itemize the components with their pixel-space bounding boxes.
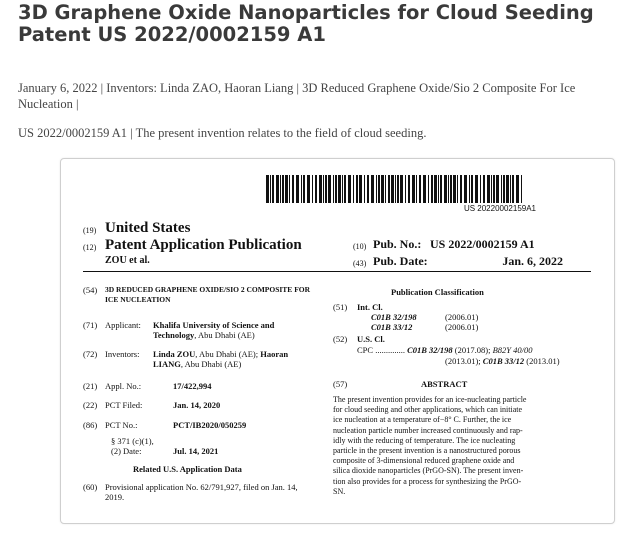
barcode-bar [480,175,481,203]
pub-date: Jan. 6, 2022 [502,254,563,268]
barcode-bar [353,175,354,203]
pct-filed-code: (22) [83,400,98,410]
applicant-code: (71) [83,320,98,330]
barcode-bar [301,175,302,203]
barcode-bar [289,175,290,203]
barcode [266,175,524,203]
barcode-bar [483,175,485,203]
barcode-bar [391,175,394,203]
barcode-bar [325,175,327,203]
barcode-bar [285,175,288,203]
barcode-bar [388,175,390,203]
barcode-bar [397,175,399,203]
barcode-bar [496,175,499,203]
applicant-name: Khalifa University of Science and Technology [153,320,275,340]
abstract-code: (57) [333,379,348,389]
barcode-bar [450,175,452,203]
barcode-bar [378,175,380,203]
barcode-bar [367,175,369,203]
us-cl-label: U.S. Cl. [357,334,385,344]
inventor-1-location: , Abu Dhabi (AE); [195,349,259,359]
barcode-bar [412,175,415,203]
barcode-bar [512,175,514,203]
applicant-label: Applicant: [105,320,141,330]
appl-label: Appl. No.: [105,381,142,391]
inventor-2-given: Haoran [260,349,289,359]
pub-date-code: (43) [353,259,367,268]
abstract-line: nucleation particle number increased continuously and rap- [333,425,523,435]
abstract-line: for cloud seeding and other applications, which can initiate [333,405,523,415]
int-cl-1-date: (2006.01) [445,312,479,322]
abstract-heading: ABSTRACT [421,379,468,389]
barcode-bar [292,175,294,203]
barcode-bar [333,175,334,203]
inventors-code: (72) [83,349,98,359]
barcode-bar [460,175,462,203]
inventors-line2 [153,359,241,369]
inventors-label: Inventors: [105,349,140,359]
int-cl-1: C01B 32/198 [371,312,417,322]
s371-label: § 371 (c)(1), [111,436,154,446]
barcode-bar [471,175,473,203]
barcode-bar [457,175,458,203]
barcode-bar [510,175,511,203]
pub-type: Patent Application Publication [105,237,302,253]
applicant-location: , Abu Dhabi (AE) [194,330,255,340]
barcode-bar [487,175,490,203]
barcode-bar [266,175,269,203]
provisional-application: Provisional application No. 62/791,927, filed on Jan. 14, 2019. [105,482,298,502]
barcode-bar [303,175,305,203]
barcode-bar [348,175,351,203]
related-heading: Related U.S. Application Data [133,464,242,474]
barcode-bar [395,175,396,203]
barcode-bar [521,175,522,203]
barcode-bar [338,175,341,203]
barcode-bar [272,175,274,203]
barcode-bar [312,175,313,203]
barcode-bar [419,175,421,203]
cpc-code-1: C01B 32/198 [407,345,453,355]
barcode-bar [385,175,386,203]
barcode-bar [342,175,343,203]
abstract-line: SN. [333,486,346,496]
abstract-line: composite of 3-dimensional reduced graphene oxide and [333,456,515,466]
barcode-bar [440,175,442,203]
barcode-bar [359,175,362,203]
s371-date-label: (2) Date: [111,446,142,456]
pub-date-label: Pub. Date: [373,254,428,268]
article-title: 3D Graphene Oxide Nanoparticles for Cloud Seeding Patent US 2022/0002159 A1 [18,1,594,46]
us-cl-code: (52) [333,334,348,344]
barcode-bar [381,175,384,203]
article-summary: US 2022/0002159 A1 | The present invention relates to the field of cloud seeding. [18,126,427,140]
barcode-bar [503,175,505,203]
invention-title: 3D REDUCED GRAPHENE OXIDE/SIO 2 COMPOSITE FOR ICE NUCLEATION [105,285,311,304]
int-cl-2-date: (2006.01) [445,322,479,332]
patent-document-image [60,158,615,524]
barcode-bar [405,175,406,203]
pct-no-label: PCT No.: [105,420,138,430]
barcode-bar [453,175,456,203]
barcode-bar [328,175,331,203]
pub-no: US 2022/0002159 A1 [430,237,535,251]
barcode-bar [307,175,310,203]
barcode-bar [276,175,279,203]
authors: ZOU et al. [105,255,150,266]
barcode-bar [444,175,447,203]
provisional-code: (60) [83,482,98,492]
int-cl-label: Int. Cl. [357,302,383,312]
s371-date: Jul. 14, 2021 [173,446,219,456]
pub-class-heading: Publication Classification [391,287,484,297]
barcode-bar [506,175,509,203]
barcode-bar [493,175,495,203]
pub-type-code: (12) [83,243,97,252]
barcode-bar [464,175,467,203]
cpc-date-1: (2017.08); [452,345,493,355]
barcode-bar [475,175,478,203]
barcode-bar [438,175,439,203]
article-meta: January 6, 2022 | Inventors: Linda ZAO, Haoran Liang | 3D Reduced Graphene Oxide/Sio 2 Composite For Ice Nucleation | [18,81,576,111]
int-cl-code: (51) [333,302,348,312]
abstract-line: The present invention provides for an ice-nucleating particle [333,395,527,404]
pct-filed-date: Jan. 14, 2020 [173,400,221,410]
barcode-bar [431,175,433,203]
inventors-line1 [153,349,313,359]
cpc-code-2: B82Y 40/00 [492,345,533,355]
barcode-bar [371,175,374,203]
barcode-bar [323,175,324,203]
barcode-bar [335,175,337,203]
barcode-bar [280,175,281,203]
barcode-bar [416,175,417,203]
barcode-bar [315,175,317,203]
pct-no-code: (86) [83,420,98,430]
pub-no-label: Pub. No.: [373,237,422,251]
cpc-date-3: (2013.01) [524,356,560,366]
barcode-bar [501,175,502,203]
pub-no-code: (10) [353,242,367,251]
barcode-bar [296,175,299,203]
abstract-text [333,395,591,497]
inventor-2-location: , Abu Dhabi (AE) [180,359,242,369]
barcode-number: US 20220002159A1 [463,204,536,213]
barcode-bar [491,175,492,203]
country: United States [105,220,191,236]
barcode-bar [448,175,449,203]
barcode-bar [270,175,271,203]
applicant [153,320,305,340]
barcode-bar [356,175,358,203]
appl-code: (21) [83,381,98,391]
barcode-bar [400,175,403,203]
cpc-line-1 [357,345,532,355]
abstract-line: silica dioxide nanoparticles (PrGO-SN). The present inven- [333,466,524,476]
barcode-bar [319,175,322,203]
inventor-2-family: LIANG [153,359,181,369]
abstract-line: particle in the present invention is a nanostructured porous [333,446,521,456]
country-code: (19) [83,226,97,235]
abstract-line: ice nucleation at a temperature of−8° C. Further, the ice [333,415,512,425]
barcode-bar [282,175,284,203]
barcode-bar [408,175,410,203]
barcode-bar [376,175,377,203]
cpc-date-2: (2013.01); [445,356,483,366]
inventor-1: Linda ZOU [153,349,196,359]
pct-number: PCT/IB2020/050259 [173,420,247,430]
abstract-line: tion also provides for a process for synthesizing the PrGO- [333,476,522,486]
barcode-bar [428,175,429,203]
barcode-bar [423,175,426,203]
barcode-bar [516,175,519,203]
barcode-bar [434,175,437,203]
barcode-bar [344,175,346,203]
cpc-label: CPC [357,345,374,355]
title-code: (54) [83,285,98,295]
barcode-bar [469,175,470,203]
cpc-dots: .............. [375,345,405,355]
cpc-line-2 [445,356,560,366]
pct-filed-label: PCT Filed: [105,400,143,410]
abstract-line: idly with the reducing of temperature. The ice nucleating [333,435,516,445]
appl-number: 17/422,994 [173,381,212,391]
cpc-code-3: C01B 33/12 [482,356,525,366]
int-cl-2: C01B 33/12 [371,322,413,332]
barcode-bar [364,175,365,203]
header-rule [83,271,591,272]
